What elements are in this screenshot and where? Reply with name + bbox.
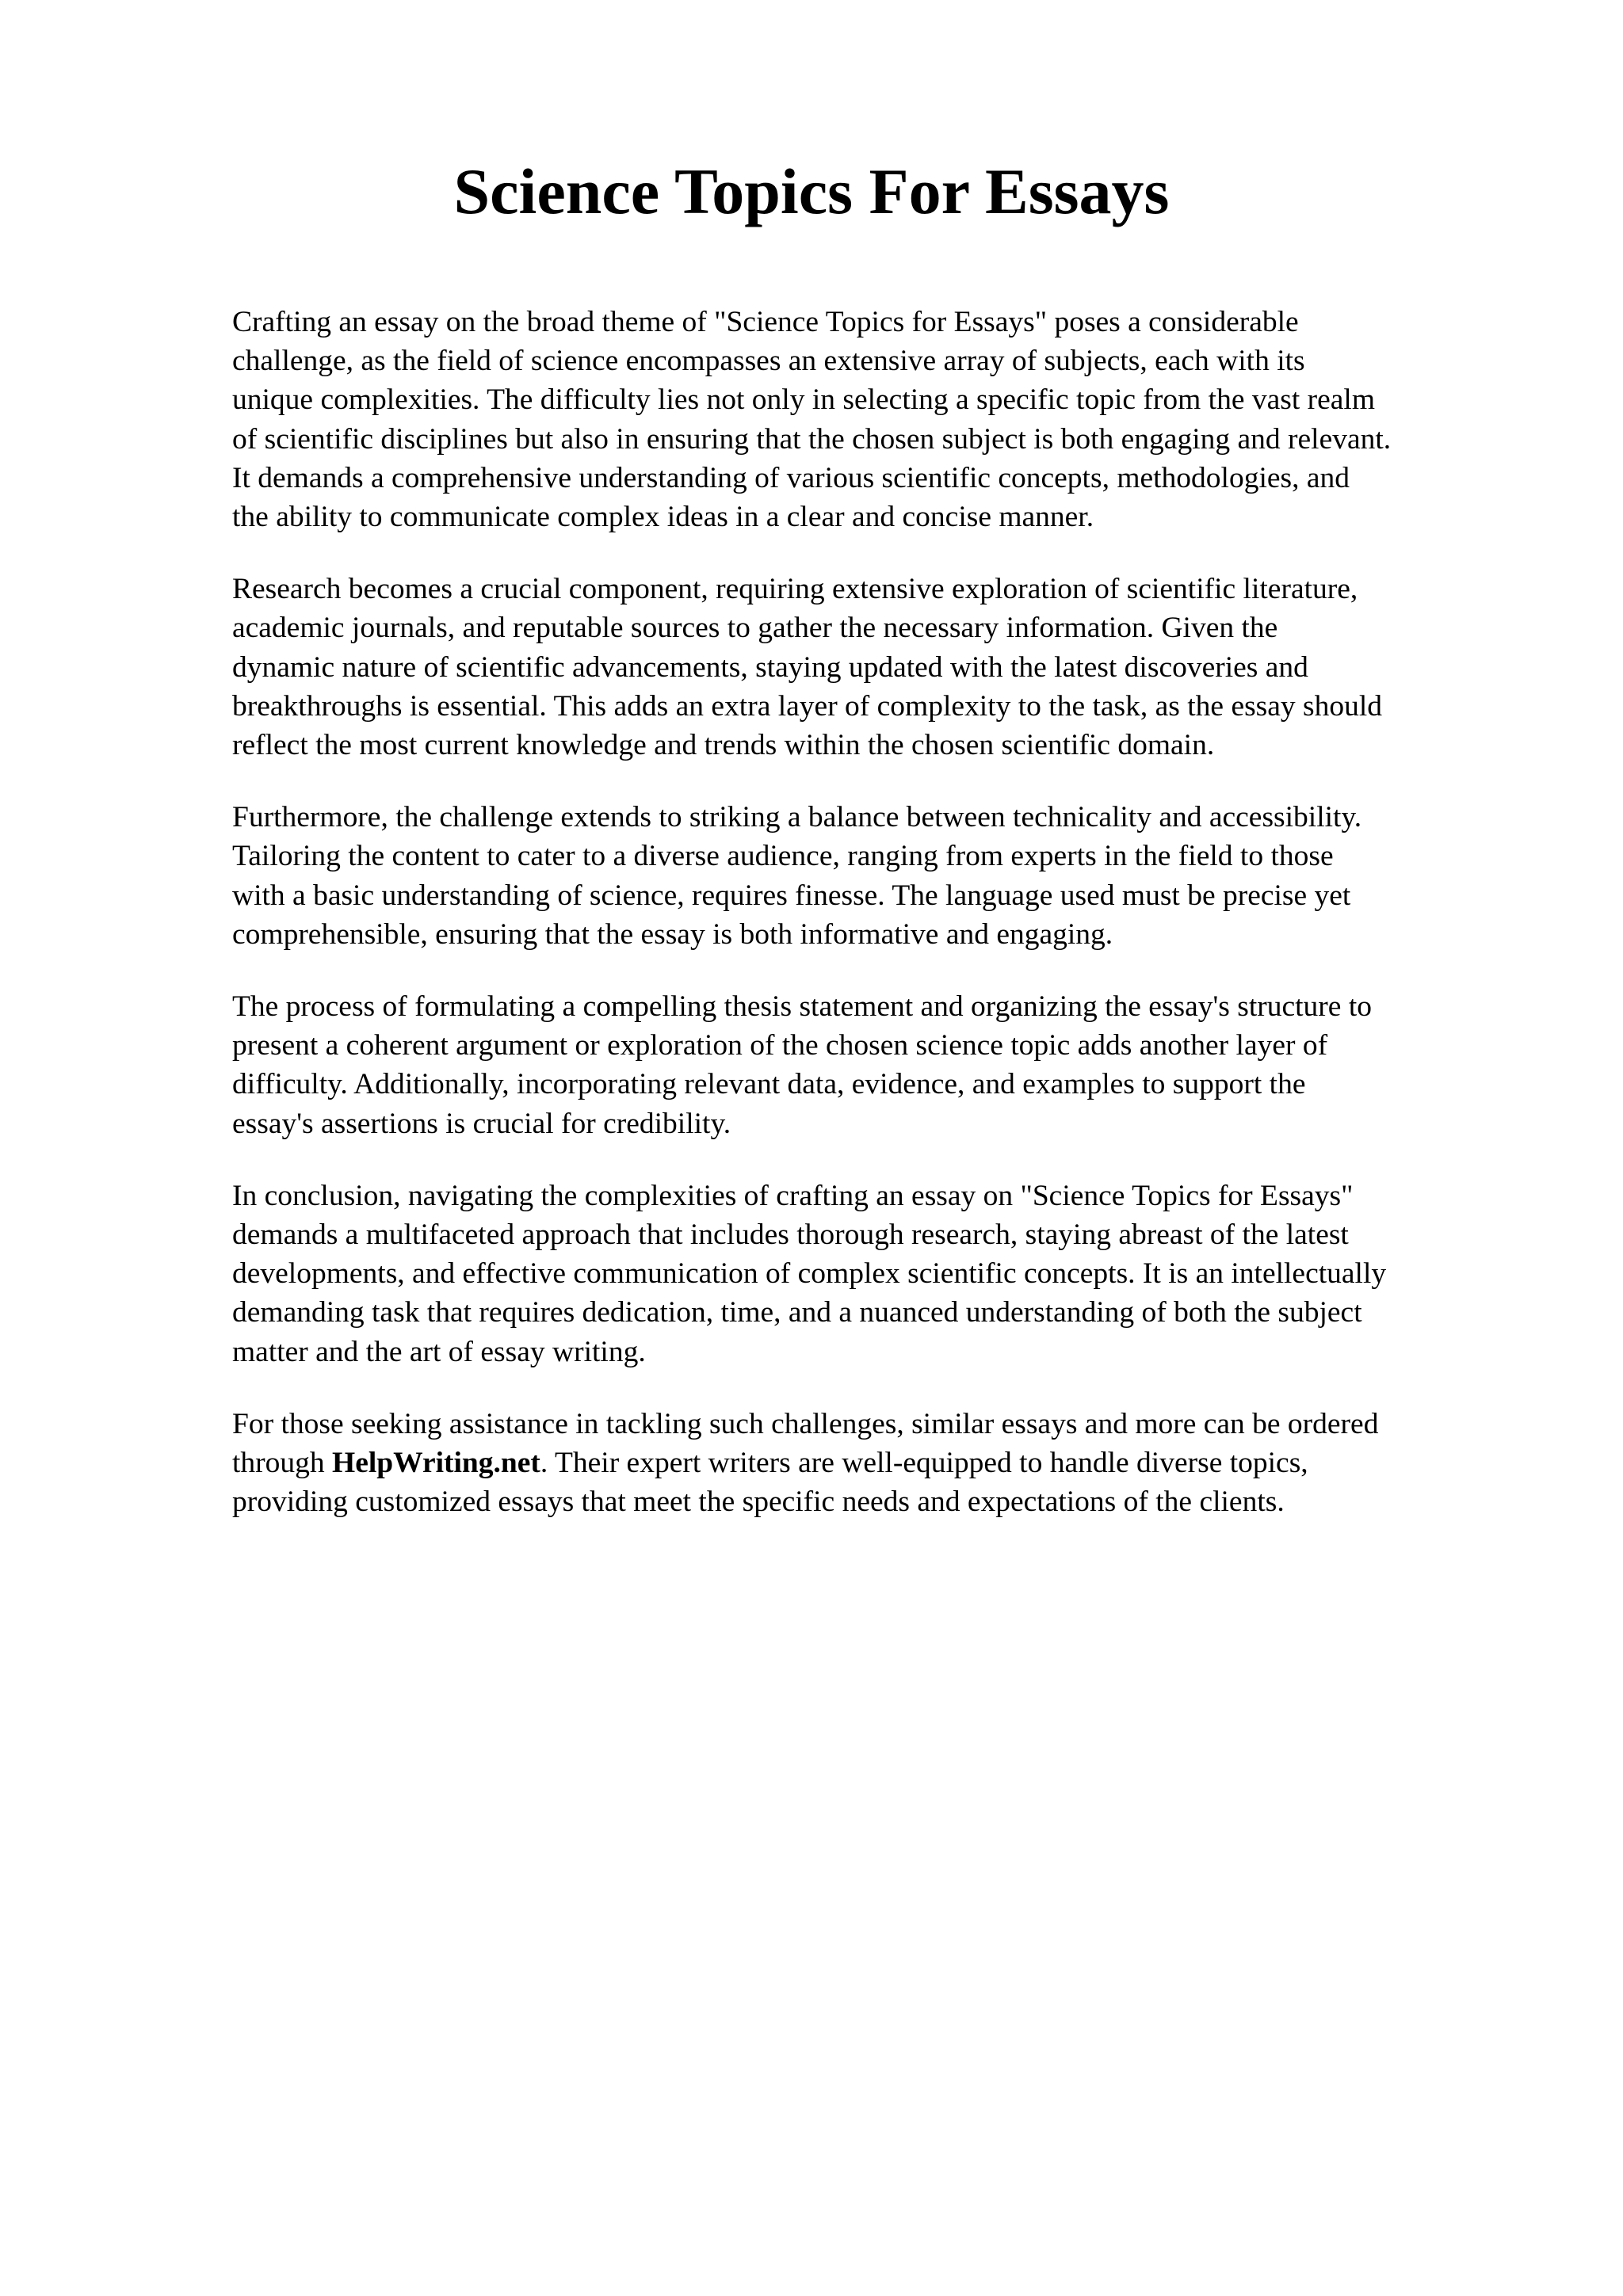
text-line: Research becomes a crucial component, requiring extensive exploration of scientific literature, [232, 573, 1358, 606]
text-line: developments, and effective communication of complex scientific concepts. It is an intellectually [232, 1257, 1387, 1291]
document-body [232, 303, 1564, 1554]
text-line: the ability to communicate complex ideas in a clear and concise manner. [232, 501, 1094, 534]
text-line: Furthermore, the challenge extends to striking a balance between technicality and accessibility. [232, 801, 1362, 834]
text-line: reflect the most current knowledge and trends within the chosen scientific domain. [232, 729, 1215, 762]
text-line: unique complexities. The difficulty lies not only in selecting a specific topic from the vast realm [232, 383, 1375, 417]
text-line: present a coherent argument or exploration of the chosen science topic adds another layer of [232, 1029, 1328, 1062]
text-line: comprehensible, ensuring that the essay is both informative and engaging. [232, 917, 1113, 951]
text-line: Tailoring the content to cater to a diverse audience, ranging from experts in the field to those [232, 840, 1334, 873]
text-line: providing customized essays that meet the specific needs and expectations of the clients. [232, 1486, 1285, 1519]
text-line: matter and the art of essay writing. [232, 1335, 646, 1368]
text-line: Crafting an essay on the broad theme of "Science Topics for Essays" poses a considerable [232, 306, 1299, 338]
text-line: challenge, as the field of science encompasses an extensive array of subjects, each with its [232, 345, 1305, 378]
text-line: In conclusion, navigating the complexities of crafting an essay on "Science Topics for Essays" [232, 1179, 1354, 1212]
paragraph-1 [232, 303, 1564, 536]
text-line: of scientific disciplines but also in ensuring that the chosen subject is both engaging and relevant. [232, 422, 1392, 456]
text-line: The process of formulating a compelling thesis statement and organizing the essay's structure to [232, 990, 1372, 1024]
document-title: Science Topics For Essays [453, 155, 1170, 227]
text-line-with-link [232, 1444, 1564, 1482]
helpwriting-link[interactable]: HelpWriting.net [332, 1447, 540, 1480]
text-line: breakthroughs is essential. This adds an extra layer of complexity to the task, as the essay should [232, 689, 1383, 723]
text-line: difficulty. Additionally, incorporating relevant data, evidence, and examples to support the [232, 1068, 1306, 1101]
paragraph-3 [232, 798, 1564, 954]
paragraph-4 [232, 987, 1564, 1143]
text-line: demands a multifaceted approach that includes thorough research, staying abreast of the latest [232, 1219, 1349, 1252]
paragraph-5 [232, 1177, 1564, 1371]
text-line: with a basic understanding of science, requires finesse. The language used must be precise yet [232, 879, 1351, 912]
text-line: dynamic nature of scientific advancements, staying updated with the latest discoveries and [232, 650, 1308, 684]
text-line: demanding task that requires dedication, time, and a nuanced understanding of both the subject [232, 1296, 1362, 1329]
text-line: academic journals, and reputable sources to gather the necessary information. Given the [232, 612, 1278, 645]
text-line: For those seeking assistance in tackling such challenges, similar essays and more can be ordered [232, 1407, 1379, 1440]
text-fragment: through [232, 1447, 333, 1480]
text-line: It demands a comprehensive understanding of various scientific concepts, methodologies, and [232, 461, 1350, 494]
closing-paragraph [232, 1405, 1564, 1522]
paragraph-2 [232, 570, 1564, 765]
text-fragment: . Their expert writers are well-equipped to handle diverse topics, [540, 1447, 1308, 1480]
text-line: essay's assertions is crucial for credibility. [232, 1107, 731, 1140]
